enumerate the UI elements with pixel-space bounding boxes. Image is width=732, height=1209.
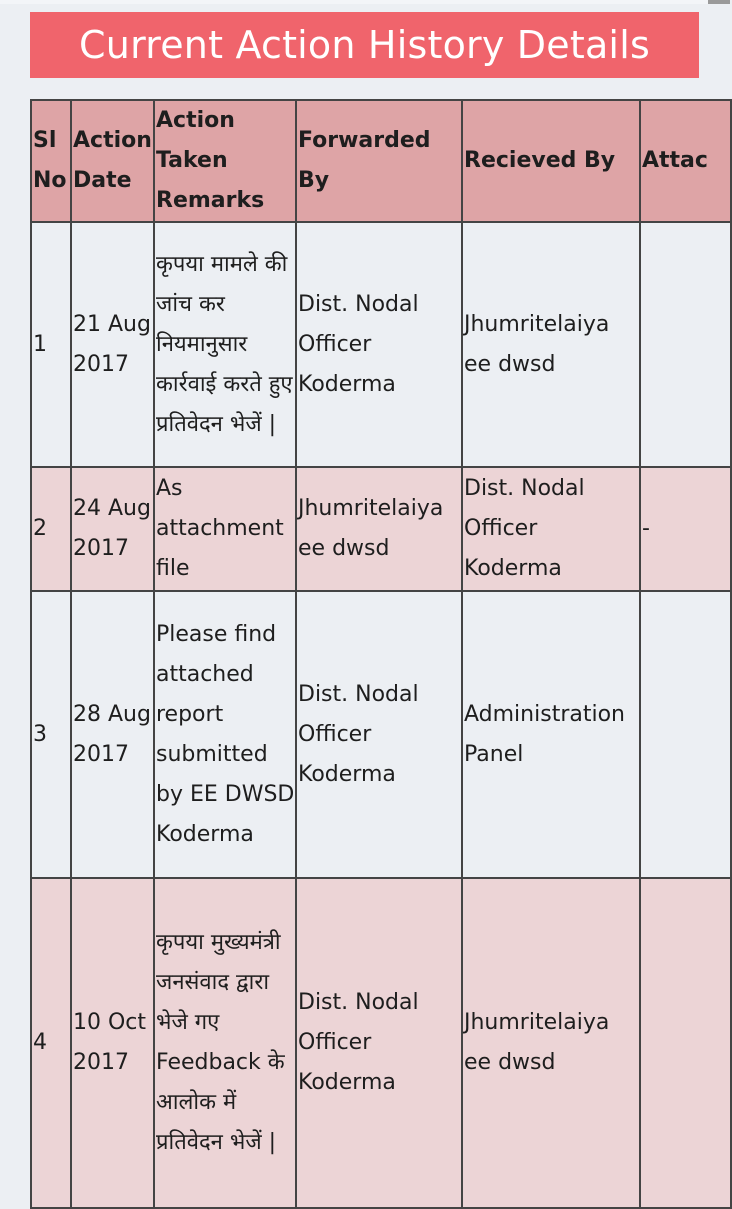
table-row: [31, 222, 731, 467]
table-row: [31, 878, 731, 1208]
cell-attachment[interactable]: [640, 222, 731, 467]
cell-attachment[interactable]: [640, 878, 731, 1208]
cell-sl-no: 1: [31, 222, 71, 467]
cell-action-date: 24 Aug 2017: [71, 467, 154, 591]
cell-remarks: Please find attached report submitted by EE DWSD Koderma: [154, 591, 296, 878]
table-header-row: [31, 100, 731, 222]
action-history-table-container[interactable]: [30, 99, 708, 1200]
header-action-date: Action Date: [71, 100, 154, 222]
top-edge: [0, 0, 730, 4]
page-title: Current Action History Details: [30, 12, 699, 78]
cell-forwarded-by: Dist. Nodal Officer Koderma: [296, 591, 462, 878]
header-received-by: Recieved By: [462, 100, 640, 222]
action-history-table: [30, 99, 732, 1209]
cell-received-by: Administration Panel: [462, 591, 640, 878]
cell-remarks: As attachment file: [154, 467, 296, 591]
cell-sl-no: 4: [31, 878, 71, 1208]
cell-received-by: Dist. Nodal Officer Koderma: [462, 467, 640, 591]
cell-action-date: 10 Oct 2017: [71, 878, 154, 1208]
cell-forwarded-by: Dist. Nodal Officer Koderma: [296, 878, 462, 1208]
cell-remarks: कृपया मामले की जांच कर नियमानुसार कार्रवाई करते हुए प्रतिवेदन भेजें |: [154, 222, 296, 467]
header-forwarded-by: Forwarded By: [296, 100, 462, 222]
cell-remarks: कृपया मुख्यमंत्री जनसंवाद द्वारा भेजे गए Feedback के आलोक में प्रतिवेदन भेजें |: [154, 878, 296, 1208]
cell-attachment[interactable]: [640, 591, 731, 878]
cell-action-date: 21 Aug 2017: [71, 222, 154, 467]
cell-sl-no: 2: [31, 467, 71, 591]
cell-received-by: Jhumritelaiya ee dwsd: [462, 222, 640, 467]
cell-attachment[interactable]: -: [640, 467, 731, 591]
cell-action-date: 28 Aug 2017: [71, 591, 154, 878]
header-remarks: Action Taken Remarks: [154, 100, 296, 222]
table-row: [31, 467, 731, 591]
scroll-indicator[interactable]: [708, 0, 730, 4]
header-sl-no: Sl No: [31, 100, 71, 222]
cell-forwarded-by: Dist. Nodal Officer Koderma: [296, 222, 462, 467]
header-attachment: Attac: [640, 100, 731, 222]
cell-forwarded-by: Jhumritelaiya ee dwsd: [296, 467, 462, 591]
cell-received-by: Jhumritelaiya ee dwsd: [462, 878, 640, 1208]
table-row: [31, 591, 731, 878]
cell-sl-no: 3: [31, 591, 71, 878]
